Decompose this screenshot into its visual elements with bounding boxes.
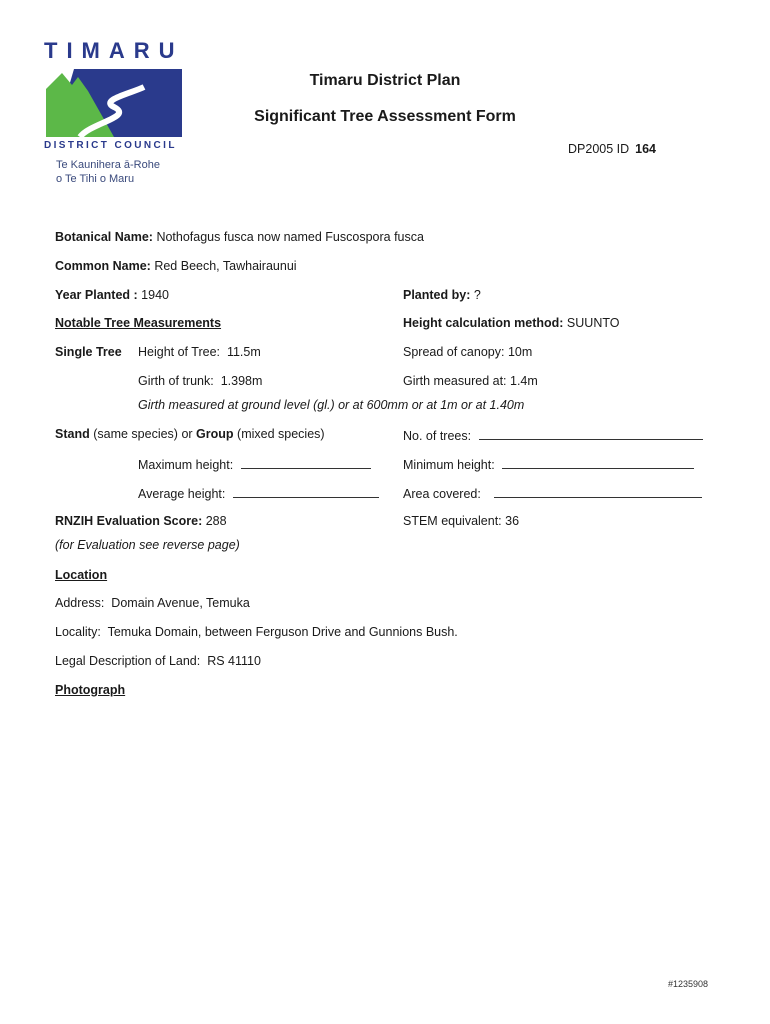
avg-height-row <box>138 485 379 501</box>
legal-description-row <box>55 654 261 668</box>
stand-label: Stand <box>55 427 90 441</box>
locality-label: Locality: <box>55 625 101 639</box>
legal-description-label: Legal Description of Land: <box>55 654 201 668</box>
spread-canopy-row <box>403 345 532 359</box>
year-planted-label: Year Planted : <box>55 288 138 302</box>
evaluation-note: (for Evaluation see reverse page) <box>55 538 240 552</box>
min-height-label: Minimum height: <box>403 458 495 472</box>
area-covered-row <box>403 485 702 501</box>
group-label: Group <box>196 427 234 441</box>
max-height-label: Maximum height: <box>138 458 234 472</box>
height-calc-value: SUUNTO <box>566 316 620 330</box>
notable-measurements-heading: Notable Tree Measurements <box>55 316 222 330</box>
planted-by-row <box>403 288 481 302</box>
address-value: Domain Avenue, Temuka <box>111 596 250 610</box>
stem-equivalent-label: STEM equivalent: <box>403 514 502 528</box>
logo-council-text: DISTRICT COUNCIL <box>44 140 177 151</box>
max-height-row <box>138 456 371 472</box>
height-calc-label: Height calculation method: <box>403 316 564 330</box>
common-name-row <box>55 259 297 273</box>
girth-trunk-value: 1.398m <box>220 374 263 388</box>
spread-canopy-label: Spread of canopy: <box>403 345 505 359</box>
stand-group-row <box>55 427 325 441</box>
stand-paren: (same species) or <box>93 427 193 441</box>
mountain-river-logo-icon <box>44 67 182 173</box>
height-calc-row <box>403 316 619 330</box>
rnzih-score-row <box>55 514 227 528</box>
no-of-trees-input[interactable] <box>479 427 703 440</box>
common-name-label: Common Name: <box>55 259 151 273</box>
girth-note: Girth measured at ground level (gl.) or at 600mm or at 1m or at 1.40m <box>138 398 525 412</box>
locality-row <box>55 625 458 639</box>
dp-id-label: DP2005 ID <box>568 142 630 156</box>
spread-canopy-value: 10m <box>507 345 533 359</box>
document-subtitle: Significant Tree Assessment Form <box>254 108 516 125</box>
common-name-value: Red Beech, Tawhairaunui <box>154 259 297 273</box>
stem-equivalent-row <box>403 514 519 528</box>
logo-maori-line1: Te Kaunihera ā-Rohe <box>56 159 160 171</box>
height-of-tree-label: Height of Tree: <box>138 345 220 359</box>
no-of-trees-row <box>403 427 703 443</box>
no-of-trees-label: No. of trees: <box>403 429 472 443</box>
single-tree-label: Single Tree <box>55 345 122 359</box>
address-row <box>55 596 250 610</box>
document-id: #1235908 <box>668 979 709 989</box>
girth-trunk-row <box>138 374 262 388</box>
logo-maori-line2: o Te Tihi o Maru <box>56 173 135 185</box>
height-of-tree-value: 11.5m <box>226 345 261 359</box>
location-heading: Location <box>55 568 108 582</box>
height-of-tree-row <box>138 345 261 359</box>
stem-equivalent-value: 36 <box>505 514 520 528</box>
logo-wordmark: TIMARU <box>44 38 184 63</box>
document-title: Timaru District Plan <box>309 72 461 89</box>
dp-id-value: 164 <box>635 142 657 156</box>
address-label: Address: <box>55 596 105 610</box>
botanical-name-label: Botanical Name: <box>55 230 153 244</box>
avg-height-input[interactable] <box>233 485 379 498</box>
dp-id <box>568 142 656 156</box>
area-covered-label: Area covered: <box>403 487 481 501</box>
max-height-input[interactable] <box>241 456 371 469</box>
year-planted-row <box>55 288 169 302</box>
rnzih-score-value: 288 <box>205 514 227 528</box>
locality-value: Temuka Domain, between Ferguson Drive and Gunnions Bush. <box>107 625 458 639</box>
group-paren: (mixed species) <box>237 427 325 441</box>
botanical-name-row <box>55 230 424 244</box>
area-covered-input[interactable] <box>494 485 702 498</box>
min-height-input[interactable] <box>502 456 694 469</box>
council-logo <box>42 38 192 188</box>
avg-height-label: Average height: <box>138 487 226 501</box>
girth-trunk-label: Girth of trunk: <box>138 374 214 388</box>
girth-measured-label: Girth measured at: <box>403 374 507 388</box>
min-height-row <box>403 456 694 472</box>
legal-description-value: RS 41110 <box>207 654 261 668</box>
girth-measured-value: 1.4m <box>510 374 538 388</box>
botanical-name-value: Nothofagus fusca now named Fuscospora fusca <box>156 230 424 244</box>
planted-by-value: ? <box>473 288 481 302</box>
photograph-heading: Photograph <box>55 683 126 697</box>
planted-by-label: Planted by: <box>403 288 471 302</box>
year-planted-value: 1940 <box>141 288 169 302</box>
rnzih-score-label: RNZIH Evaluation Score: <box>55 514 203 528</box>
girth-measured-row <box>403 374 538 388</box>
